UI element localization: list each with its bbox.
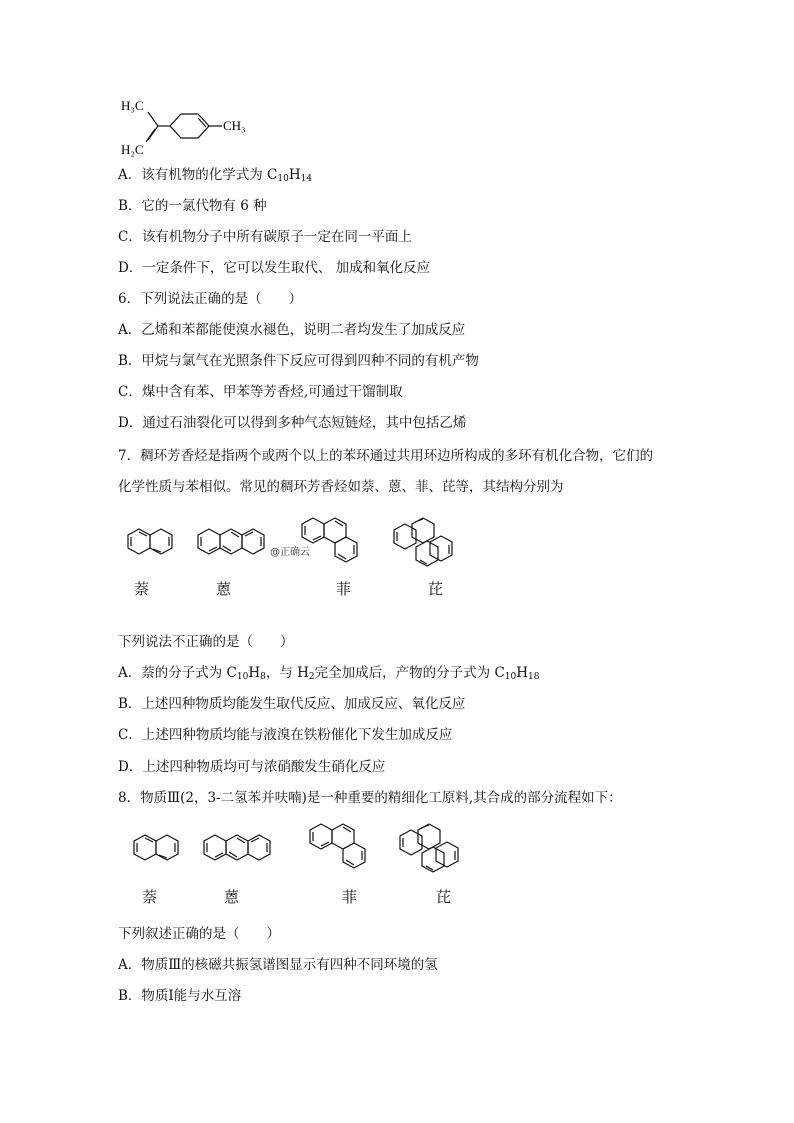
- q5-option-c: C．该有机物分子中所有碳原子一定在同一平面上: [118, 229, 412, 245]
- q8-phenanthrene-structure: [304, 818, 384, 878]
- h3c-label: H₃C: [121, 98, 144, 113]
- q8-caption-naphthalene: 萘: [142, 888, 158, 906]
- q7-caption-anthracene: 蒽: [216, 580, 232, 598]
- q8-caption-anthracene: 蒽: [224, 888, 240, 906]
- q5-option-b: B．它的一氯代物有 6 种: [118, 198, 267, 214]
- q7-caption-phenanthrene: 菲: [336, 580, 352, 598]
- q8-pyrene-structure: [396, 818, 476, 880]
- q5-option-a: A．该有机物的化学式为 $C_{10}H_{14}$: [118, 167, 313, 184]
- q6-option-d: D．通过石油裂化可以得到多种气态短链烃，其中包括乙烯: [118, 415, 467, 431]
- limonene-structure: [118, 92, 258, 162]
- q7-option-d: D．上述四种物质均可与浓硝酸发生硝化反应: [118, 759, 386, 775]
- q7-stem-line2: 化学性质与苯相似。常见的稠环芳香烃如萘、蒽、菲、芘等，其结构分别为: [118, 479, 564, 495]
- q8-option-b: B．物质Ⅰ能与水互溶: [118, 988, 242, 1004]
- q7-naphthalene-structure: [120, 522, 182, 562]
- q7-question: 下列说法不正确的是（ ）: [118, 634, 294, 650]
- q6-option-b: B．甲烷与氯气在光照条件下反应可得到四种不同的有机产物: [118, 353, 479, 369]
- q7-option-a: A．萘的分子式为 $C_{10}H_8$，与 $H_2$完全加成后，产物的分子式为 $C_{10}H_{18}$: [118, 665, 540, 682]
- q7-phenanthrene-structure: [296, 512, 376, 572]
- q7-option-c: C．上述四种物质均能与液溴在铁粉催化下发生加成反应: [118, 727, 453, 743]
- q7-caption-pyrene: 芘: [428, 580, 444, 598]
- q8-question: 下列叙述正确的是（ ）: [118, 926, 280, 942]
- q8-option-a: A．物质Ⅲ的核磁共振氢谱图显示有四种不同环境的氢: [118, 957, 438, 973]
- q6-stem: 6．下列说法正确的是（ ）: [118, 291, 303, 307]
- q8-stem: 8．物质Ⅲ(2，3-二氢苯并呋喃)是一种重要的精细化工原料,其合成的部分流程如下：: [118, 790, 622, 806]
- q6-option-c: C．煤中含有苯、甲苯等芳香烃,可通过干馏制取: [118, 384, 403, 400]
- q7-stem-line1: 7．稠环芳香烃是指两个或两个以上的苯环通过共用环边所构成的多环有机化合物，它们的: [118, 448, 654, 464]
- ch3-label: CH₃: [223, 118, 246, 133]
- q7-option-b: B．上述四种物质均能发生取代反应、加成反应、氧化反应: [118, 696, 466, 712]
- q8-caption-pyrene: 芘: [436, 888, 452, 906]
- h2c-label: H₂C: [121, 142, 144, 157]
- q5-option-d: D．一定条件下，它可以发生取代、 加成和氧化反应: [118, 260, 431, 276]
- q6-option-a: A．乙烯和苯都能使溴水褪色，说明二者均发生了加成反应: [118, 322, 466, 338]
- q7-caption-naphthalene: 萘: [134, 580, 150, 598]
- watermark: @正确云: [270, 547, 310, 558]
- q8-caption-phenanthrene: 菲: [342, 888, 358, 906]
- q8-anthracene-structure: [200, 830, 292, 870]
- q7-pyrene-structure: [390, 512, 470, 572]
- q8-naphthalene-structure: [126, 830, 188, 870]
